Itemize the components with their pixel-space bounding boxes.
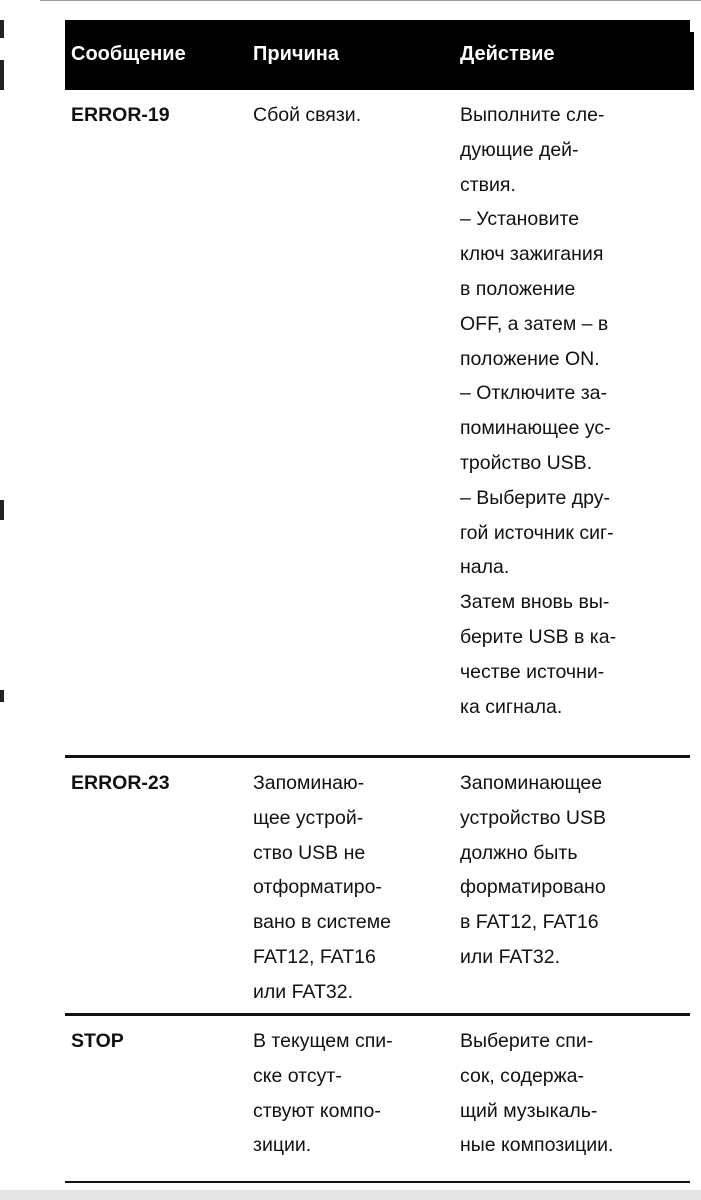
page-left-margin (0, 0, 40, 1200)
edge-mark (0, 690, 4, 702)
edge-mark (0, 20, 4, 38)
top-rule (40, 0, 701, 1)
bottom-strip (0, 1190, 701, 1200)
header-cause: Причина (253, 43, 339, 65)
header-message: Сообщение (71, 43, 186, 65)
header-action: Действие (460, 43, 555, 65)
row-message: STOP (71, 1030, 124, 1052)
row-cause: В текущем спи- ске отсут- ствуют компо- зиции. (253, 1030, 393, 1157)
row-divider (65, 1181, 690, 1183)
error-message-table (65, 20, 690, 1183)
edge-mark (0, 60, 4, 90)
table-header (65, 20, 690, 90)
table-row (65, 90, 690, 755)
row-message: ERROR-23 (71, 772, 170, 794)
table-row (65, 758, 690, 1013)
row-message: ERROR-19 (71, 104, 170, 126)
table-row (65, 1016, 690, 1181)
row-action: Запоминающее устройство USB должно быть форматировано в FAT12, FAT16 или FAT32. (460, 772, 606, 968)
row-cause: Сбой связи. (253, 104, 362, 126)
edge-mark (0, 500, 4, 520)
row-action: Выполните сле- дующие дей- ствия. – Установите ключ зажигания в положение OFF, а затем – в положение ON. – Отключите за- поминающее ус- тройство USB. – Выберите дру- гой источник сиг- нала. Затем вновь вы- берите USB в ка- честве источни- ка сигнала. (460, 104, 617, 718)
header-edge (690, 32, 694, 90)
row-action: Выберите спи- сок, содержа- щий музыкаль- ные композиции. (460, 1030, 614, 1157)
row-cause: Запоминаю- щее устрой- ство USB не отформатиро- вано в системе FAT12, FAT16 или FAT32. (253, 772, 391, 1003)
